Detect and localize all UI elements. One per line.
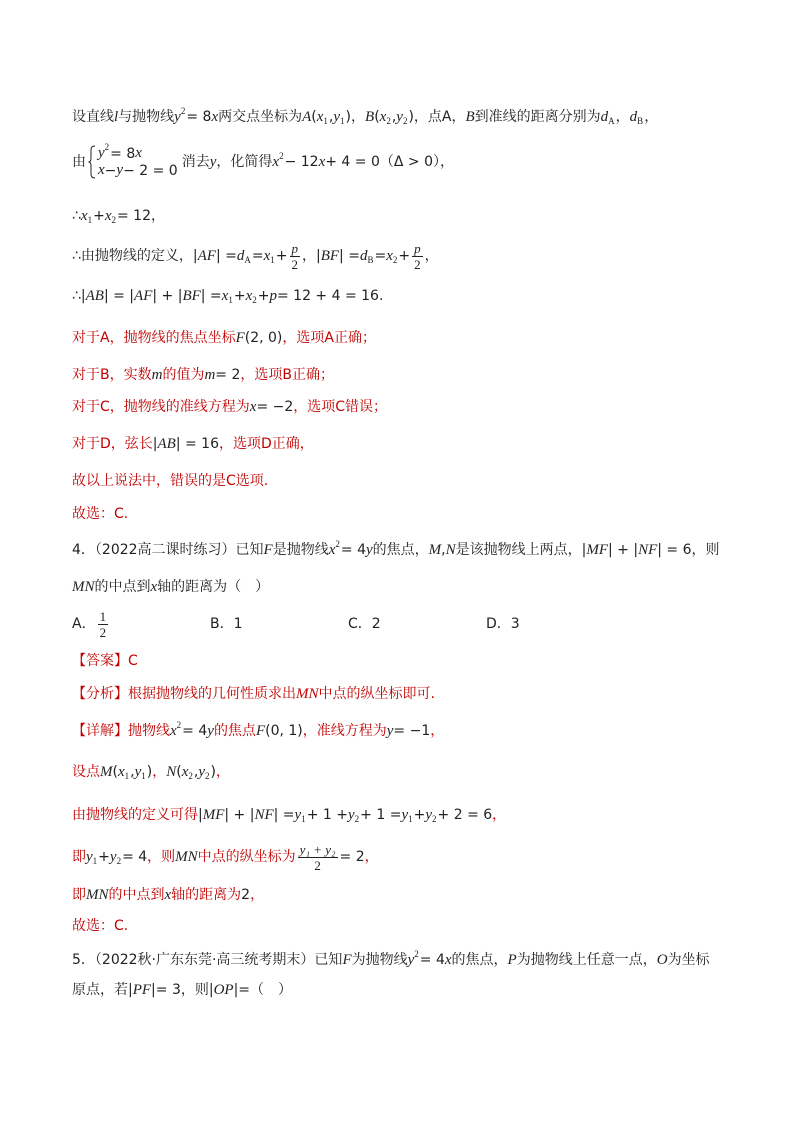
text: ， bbox=[615, 109, 630, 125]
math-var: y bbox=[365, 541, 373, 558]
subscript: A bbox=[244, 254, 251, 265]
text: | = 6，则 bbox=[657, 542, 720, 558]
text: ∴由抛物线的定义，| bbox=[72, 248, 198, 264]
text-red: ，选项B正确； bbox=[240, 367, 334, 383]
text-red: 即 bbox=[72, 887, 86, 903]
text: 是该抛物线上两点，| bbox=[455, 542, 587, 558]
text-red: 的值为 bbox=[162, 367, 205, 383]
math-var: x bbox=[316, 108, 324, 125]
text: + bbox=[98, 849, 110, 865]
fraction-denominator: 2 bbox=[99, 624, 107, 640]
text-red: 中点的纵坐标即可. bbox=[318, 686, 435, 702]
text-red: ，准线方程为 bbox=[302, 723, 387, 739]
superscript: 2 bbox=[414, 948, 419, 959]
subscript: 2 bbox=[386, 115, 391, 126]
text: + 2 = 6 bbox=[437, 807, 493, 823]
text-red: ， bbox=[215, 764, 230, 780]
superscript: 2 bbox=[176, 719, 182, 730]
math-var: p bbox=[269, 287, 277, 304]
text-red: 即 bbox=[72, 849, 86, 865]
text: 与抛物线 bbox=[118, 109, 175, 125]
text: + bbox=[93, 208, 105, 224]
subscript: 1 bbox=[141, 770, 146, 781]
subscript: A bbox=[608, 115, 615, 126]
line-15 bbox=[72, 643, 774, 679]
text: − bbox=[104, 162, 117, 179]
text-red: ， bbox=[152, 764, 167, 780]
fraction-numerator: p bbox=[291, 240, 298, 256]
subscript: 2 bbox=[402, 115, 408, 126]
text: ( bbox=[176, 764, 182, 780]
text-red: 【答案】C bbox=[72, 653, 138, 669]
text: ) bbox=[146, 764, 153, 780]
text: | = bbox=[215, 248, 237, 264]
subscript: 2 bbox=[432, 813, 437, 824]
text: 2 bbox=[241, 887, 251, 903]
fraction-denominator: 2 bbox=[414, 256, 421, 272]
math-var: x bbox=[245, 287, 253, 304]
math-var: AB bbox=[157, 435, 176, 452]
math-var: P bbox=[507, 951, 517, 968]
text: 到准线的距离分别为 bbox=[474, 109, 601, 125]
line-12 bbox=[72, 532, 774, 568]
text: = 4 bbox=[122, 849, 148, 865]
math-var: BF bbox=[182, 287, 201, 304]
math-var: F bbox=[263, 541, 273, 558]
subscript: 1 bbox=[124, 770, 130, 781]
math-var: y bbox=[425, 806, 433, 823]
superscript: 2 bbox=[180, 105, 186, 116]
subscript: 2 bbox=[252, 294, 257, 305]
subscript: 1 bbox=[92, 855, 98, 866]
math-var: y bbox=[209, 153, 217, 170]
line-22 bbox=[72, 908, 774, 944]
math-var: x bbox=[181, 763, 189, 780]
math-var: y bbox=[198, 763, 206, 780]
line-16 bbox=[72, 676, 774, 712]
text: ， bbox=[644, 109, 659, 125]
line-19 bbox=[72, 797, 774, 833]
fraction bbox=[412, 242, 423, 271]
math-var: x bbox=[444, 951, 452, 968]
text: 4．（2022高二课时练习）已知 bbox=[72, 542, 264, 558]
subscript: 1 bbox=[87, 214, 93, 225]
math-var: N bbox=[445, 541, 456, 558]
text-red: ，选项D正确， bbox=[219, 436, 314, 452]
math-var: x bbox=[221, 287, 229, 304]
text-red: ， bbox=[250, 887, 265, 903]
fraction bbox=[290, 242, 301, 271]
math-var: d bbox=[359, 247, 368, 264]
text-red: ，选项A正确； bbox=[282, 330, 376, 346]
fraction-numerator: p bbox=[414, 240, 421, 256]
subscript: 1 bbox=[270, 254, 275, 265]
text: 的中点到 bbox=[94, 579, 151, 595]
text: | = bbox=[273, 807, 295, 823]
math-var: x bbox=[164, 886, 172, 903]
math-var: y bbox=[86, 848, 93, 865]
math-var: m bbox=[204, 366, 216, 383]
math-var: BF bbox=[320, 247, 340, 264]
math-var: y bbox=[333, 108, 341, 125]
text: = 4 bbox=[419, 952, 445, 968]
line-5 bbox=[72, 278, 774, 314]
subscript: 1 bbox=[228, 294, 233, 305]
math-var: M bbox=[428, 541, 442, 558]
math-var: y bbox=[401, 806, 409, 823]
answer-option bbox=[486, 617, 624, 631]
text-red: 对于A，抛物线的焦点坐标 bbox=[72, 330, 236, 346]
math-var: MN bbox=[86, 886, 109, 903]
text: | + | bbox=[608, 542, 639, 558]
text: (2, 0) bbox=[244, 330, 283, 346]
line-6 bbox=[72, 320, 774, 356]
subscript: B bbox=[637, 115, 644, 126]
line-4 bbox=[72, 238, 774, 274]
math-var: x bbox=[80, 207, 88, 224]
subscript: 2 bbox=[111, 214, 116, 225]
subscript: 1 bbox=[301, 813, 306, 824]
text: = bbox=[251, 248, 264, 264]
subscript: 2 bbox=[392, 254, 398, 265]
answer-option bbox=[72, 610, 210, 639]
subscript: 2 bbox=[116, 855, 122, 866]
text-red: ，选项C错误； bbox=[293, 399, 388, 415]
text-red: 对于D，弦长 bbox=[72, 436, 153, 452]
math-var: x bbox=[272, 153, 280, 170]
text: = 4 bbox=[182, 723, 208, 739]
text: | + | bbox=[224, 807, 255, 823]
text: 为抛物线上任意一点， bbox=[516, 952, 657, 968]
text: = 12 + 4 = 16. bbox=[276, 288, 384, 304]
text-red: 故选：C. bbox=[72, 918, 129, 934]
math-var: x bbox=[211, 108, 219, 125]
text: = 2 bbox=[339, 849, 365, 865]
math-var: x bbox=[318, 153, 326, 170]
math-var: y bbox=[134, 763, 142, 780]
line-9 bbox=[72, 426, 774, 462]
text-red: 【详解】抛物线 bbox=[72, 723, 170, 739]
text-red: 轴的距离为 bbox=[171, 887, 242, 903]
system-row bbox=[98, 142, 178, 162]
answer-option bbox=[348, 617, 486, 631]
math-var: m bbox=[151, 366, 163, 383]
text: + bbox=[398, 248, 411, 264]
line-20 bbox=[72, 839, 774, 875]
text: , bbox=[391, 109, 397, 125]
math-var: x bbox=[328, 541, 336, 558]
text-red: 中点的纵坐标为 bbox=[197, 849, 296, 865]
line-8 bbox=[72, 389, 774, 425]
text-red: 【分析】根据抛物线的几何性质求出 bbox=[72, 686, 296, 702]
text: 是抛物线 bbox=[272, 542, 329, 558]
text: − 2 = 0 bbox=[123, 162, 178, 179]
line-10 bbox=[72, 463, 774, 499]
superscript: 2 bbox=[279, 150, 284, 161]
math-var: F bbox=[342, 951, 352, 968]
subscript: 2 bbox=[205, 770, 210, 781]
text-red: 的焦点 bbox=[213, 723, 256, 739]
subscript: B bbox=[367, 254, 374, 265]
math-var: A bbox=[302, 108, 312, 125]
text-red: 对于C，抛物线的准线方程为 bbox=[72, 399, 250, 415]
text: |=（ ） bbox=[233, 982, 293, 998]
math-var: F bbox=[255, 722, 266, 739]
text: + 4 = 0（Δ > 0）， bbox=[325, 154, 454, 170]
text: ( bbox=[112, 764, 118, 780]
line-3 bbox=[72, 198, 774, 234]
text-red: ， bbox=[492, 807, 507, 823]
text: 的焦点， bbox=[372, 542, 429, 558]
text: 为坐标 bbox=[667, 952, 710, 968]
math-var: AF bbox=[134, 287, 153, 304]
math-var-red: MN bbox=[296, 685, 319, 702]
math-var: x bbox=[170, 722, 177, 739]
math-var: OP bbox=[213, 981, 234, 998]
answer-option bbox=[210, 617, 348, 631]
math-var: B bbox=[465, 108, 475, 125]
line-7 bbox=[72, 357, 774, 393]
text: + bbox=[233, 288, 246, 304]
text: + bbox=[275, 248, 288, 264]
text: ( bbox=[374, 109, 380, 125]
equation-system bbox=[88, 142, 178, 179]
text-red: ，则 bbox=[147, 849, 176, 865]
line-17 bbox=[72, 713, 774, 749]
text: ，点A， bbox=[413, 109, 466, 125]
text: , bbox=[328, 109, 334, 125]
text: = 8 bbox=[186, 109, 212, 125]
text: + 1 + bbox=[306, 807, 348, 823]
text-red: ， bbox=[364, 849, 379, 865]
text: A． bbox=[72, 616, 96, 632]
text: + 1 = bbox=[360, 807, 402, 823]
math-var: y bbox=[109, 848, 117, 865]
text-red: 故选：C. bbox=[72, 506, 129, 522]
superscript: 2 bbox=[335, 538, 340, 549]
text: 为抛物线 bbox=[351, 952, 408, 968]
text: + bbox=[413, 807, 426, 823]
text: ( bbox=[311, 109, 317, 125]
text: = 12， bbox=[117, 208, 165, 224]
math-var: x bbox=[98, 162, 105, 178]
fraction-denominator: 2 bbox=[314, 857, 321, 873]
text: ， bbox=[351, 109, 366, 125]
math-var: y bbox=[294, 806, 302, 823]
superscript: 2 bbox=[104, 142, 110, 152]
text: − 12 bbox=[284, 154, 319, 170]
text: ∴| bbox=[72, 288, 86, 304]
math-var: x bbox=[135, 145, 142, 161]
math-var: AF bbox=[197, 247, 216, 264]
text-red: 设点 bbox=[72, 764, 100, 780]
text: (0, 1) bbox=[265, 723, 303, 739]
subscript: 2 bbox=[354, 813, 360, 824]
text: | bbox=[198, 807, 203, 823]
text: = −2 bbox=[256, 399, 294, 415]
text: ) bbox=[408, 109, 414, 125]
text: ， bbox=[424, 248, 439, 264]
text: | = 16 bbox=[175, 436, 219, 452]
math-var: M bbox=[100, 763, 113, 780]
fraction bbox=[298, 843, 338, 872]
text: 由 bbox=[72, 154, 86, 170]
text: ∴ bbox=[72, 208, 81, 224]
math-var: y bbox=[396, 108, 403, 125]
math-var: MF bbox=[586, 541, 609, 558]
text: 消去 bbox=[181, 154, 210, 170]
subscript: 1 bbox=[340, 115, 345, 126]
math-var: d bbox=[236, 247, 245, 264]
text: , bbox=[441, 542, 446, 558]
math-var: y bbox=[386, 722, 394, 739]
line-11 bbox=[72, 496, 774, 532]
text: ) bbox=[210, 764, 216, 780]
line-14 bbox=[72, 606, 774, 642]
math-var: y bbox=[174, 108, 181, 125]
line-1 bbox=[72, 99, 774, 135]
system-rows bbox=[98, 142, 178, 179]
system-brace bbox=[88, 145, 96, 179]
math-var: x bbox=[117, 763, 125, 780]
text-red: 对于B，实数 bbox=[72, 367, 152, 383]
text: ，| bbox=[302, 248, 321, 264]
text-red: 故以上说法中，错误的是C选项. bbox=[72, 473, 269, 489]
text: ，化简得 bbox=[216, 154, 273, 170]
text: 设直线 bbox=[72, 109, 114, 125]
text: ) bbox=[345, 109, 352, 125]
text: | = bbox=[339, 248, 360, 264]
text: 两交点坐标为 bbox=[218, 109, 303, 125]
line-24 bbox=[72, 972, 774, 1008]
math-var: PF bbox=[132, 981, 152, 998]
text: | + | bbox=[152, 288, 183, 304]
text: , bbox=[193, 764, 199, 780]
math-var: x bbox=[150, 578, 158, 595]
line-13 bbox=[72, 569, 774, 605]
text: = 2 bbox=[215, 367, 241, 383]
text: 的焦点， bbox=[451, 952, 508, 968]
math-var: y bbox=[116, 162, 124, 178]
math-var: NF bbox=[638, 541, 658, 558]
text: B．1 bbox=[210, 616, 243, 632]
subscript: 1 bbox=[323, 115, 328, 126]
math-var: y bbox=[207, 722, 214, 739]
text-red: 由抛物线的定义可得 bbox=[72, 807, 198, 823]
math-var: x bbox=[386, 247, 393, 264]
text: 轴的距离为（ ） bbox=[157, 579, 270, 595]
math-var: F bbox=[235, 329, 245, 346]
line-2 bbox=[72, 144, 774, 180]
math-var: NF bbox=[254, 806, 274, 823]
math-var: MN bbox=[175, 848, 198, 865]
subscript: 1 bbox=[408, 813, 413, 824]
math-var: y bbox=[348, 806, 355, 823]
math-var: O bbox=[656, 951, 668, 968]
system-row bbox=[98, 163, 178, 178]
math-var: y bbox=[98, 145, 105, 161]
text: | = bbox=[200, 288, 222, 304]
math-var: x bbox=[104, 207, 112, 224]
text: + bbox=[257, 288, 270, 304]
math-var: MN bbox=[72, 578, 95, 595]
text-red: 的中点到 bbox=[108, 887, 165, 903]
text: = −1 bbox=[393, 723, 431, 739]
math-var: N bbox=[166, 763, 177, 780]
text: , bbox=[130, 764, 135, 780]
fraction-numerator: 1 bbox=[99, 608, 107, 624]
text: = bbox=[374, 248, 387, 264]
text: 5．（2022秋·广东东莞·高三统考期末）已知 bbox=[72, 952, 343, 968]
text: | = | bbox=[103, 288, 135, 304]
math-var: x bbox=[263, 247, 271, 264]
math-var: x bbox=[379, 108, 387, 125]
text: | bbox=[152, 436, 158, 452]
math-var: d bbox=[629, 108, 638, 125]
fraction-denominator: 2 bbox=[291, 256, 298, 272]
fraction-numerator: y₁ + y₂ bbox=[299, 841, 336, 857]
text: = 8 bbox=[110, 145, 136, 162]
math-var: MF bbox=[202, 806, 225, 823]
text: = 4 bbox=[340, 542, 366, 558]
math-var: l bbox=[114, 108, 119, 125]
text: 原点，若| bbox=[72, 982, 133, 998]
math-var: x bbox=[249, 398, 257, 415]
line-18 bbox=[72, 754, 774, 790]
text: |= 3，则| bbox=[151, 982, 214, 998]
math-var: B bbox=[365, 108, 375, 125]
text: C．2 bbox=[348, 616, 381, 632]
math-var: AB bbox=[85, 287, 104, 304]
math-var: y bbox=[407, 951, 415, 968]
math-var: d bbox=[600, 108, 609, 125]
subscript: 2 bbox=[188, 770, 193, 781]
text: D．3 bbox=[486, 616, 520, 632]
fraction bbox=[98, 610, 109, 639]
text-red: ， bbox=[430, 723, 445, 739]
